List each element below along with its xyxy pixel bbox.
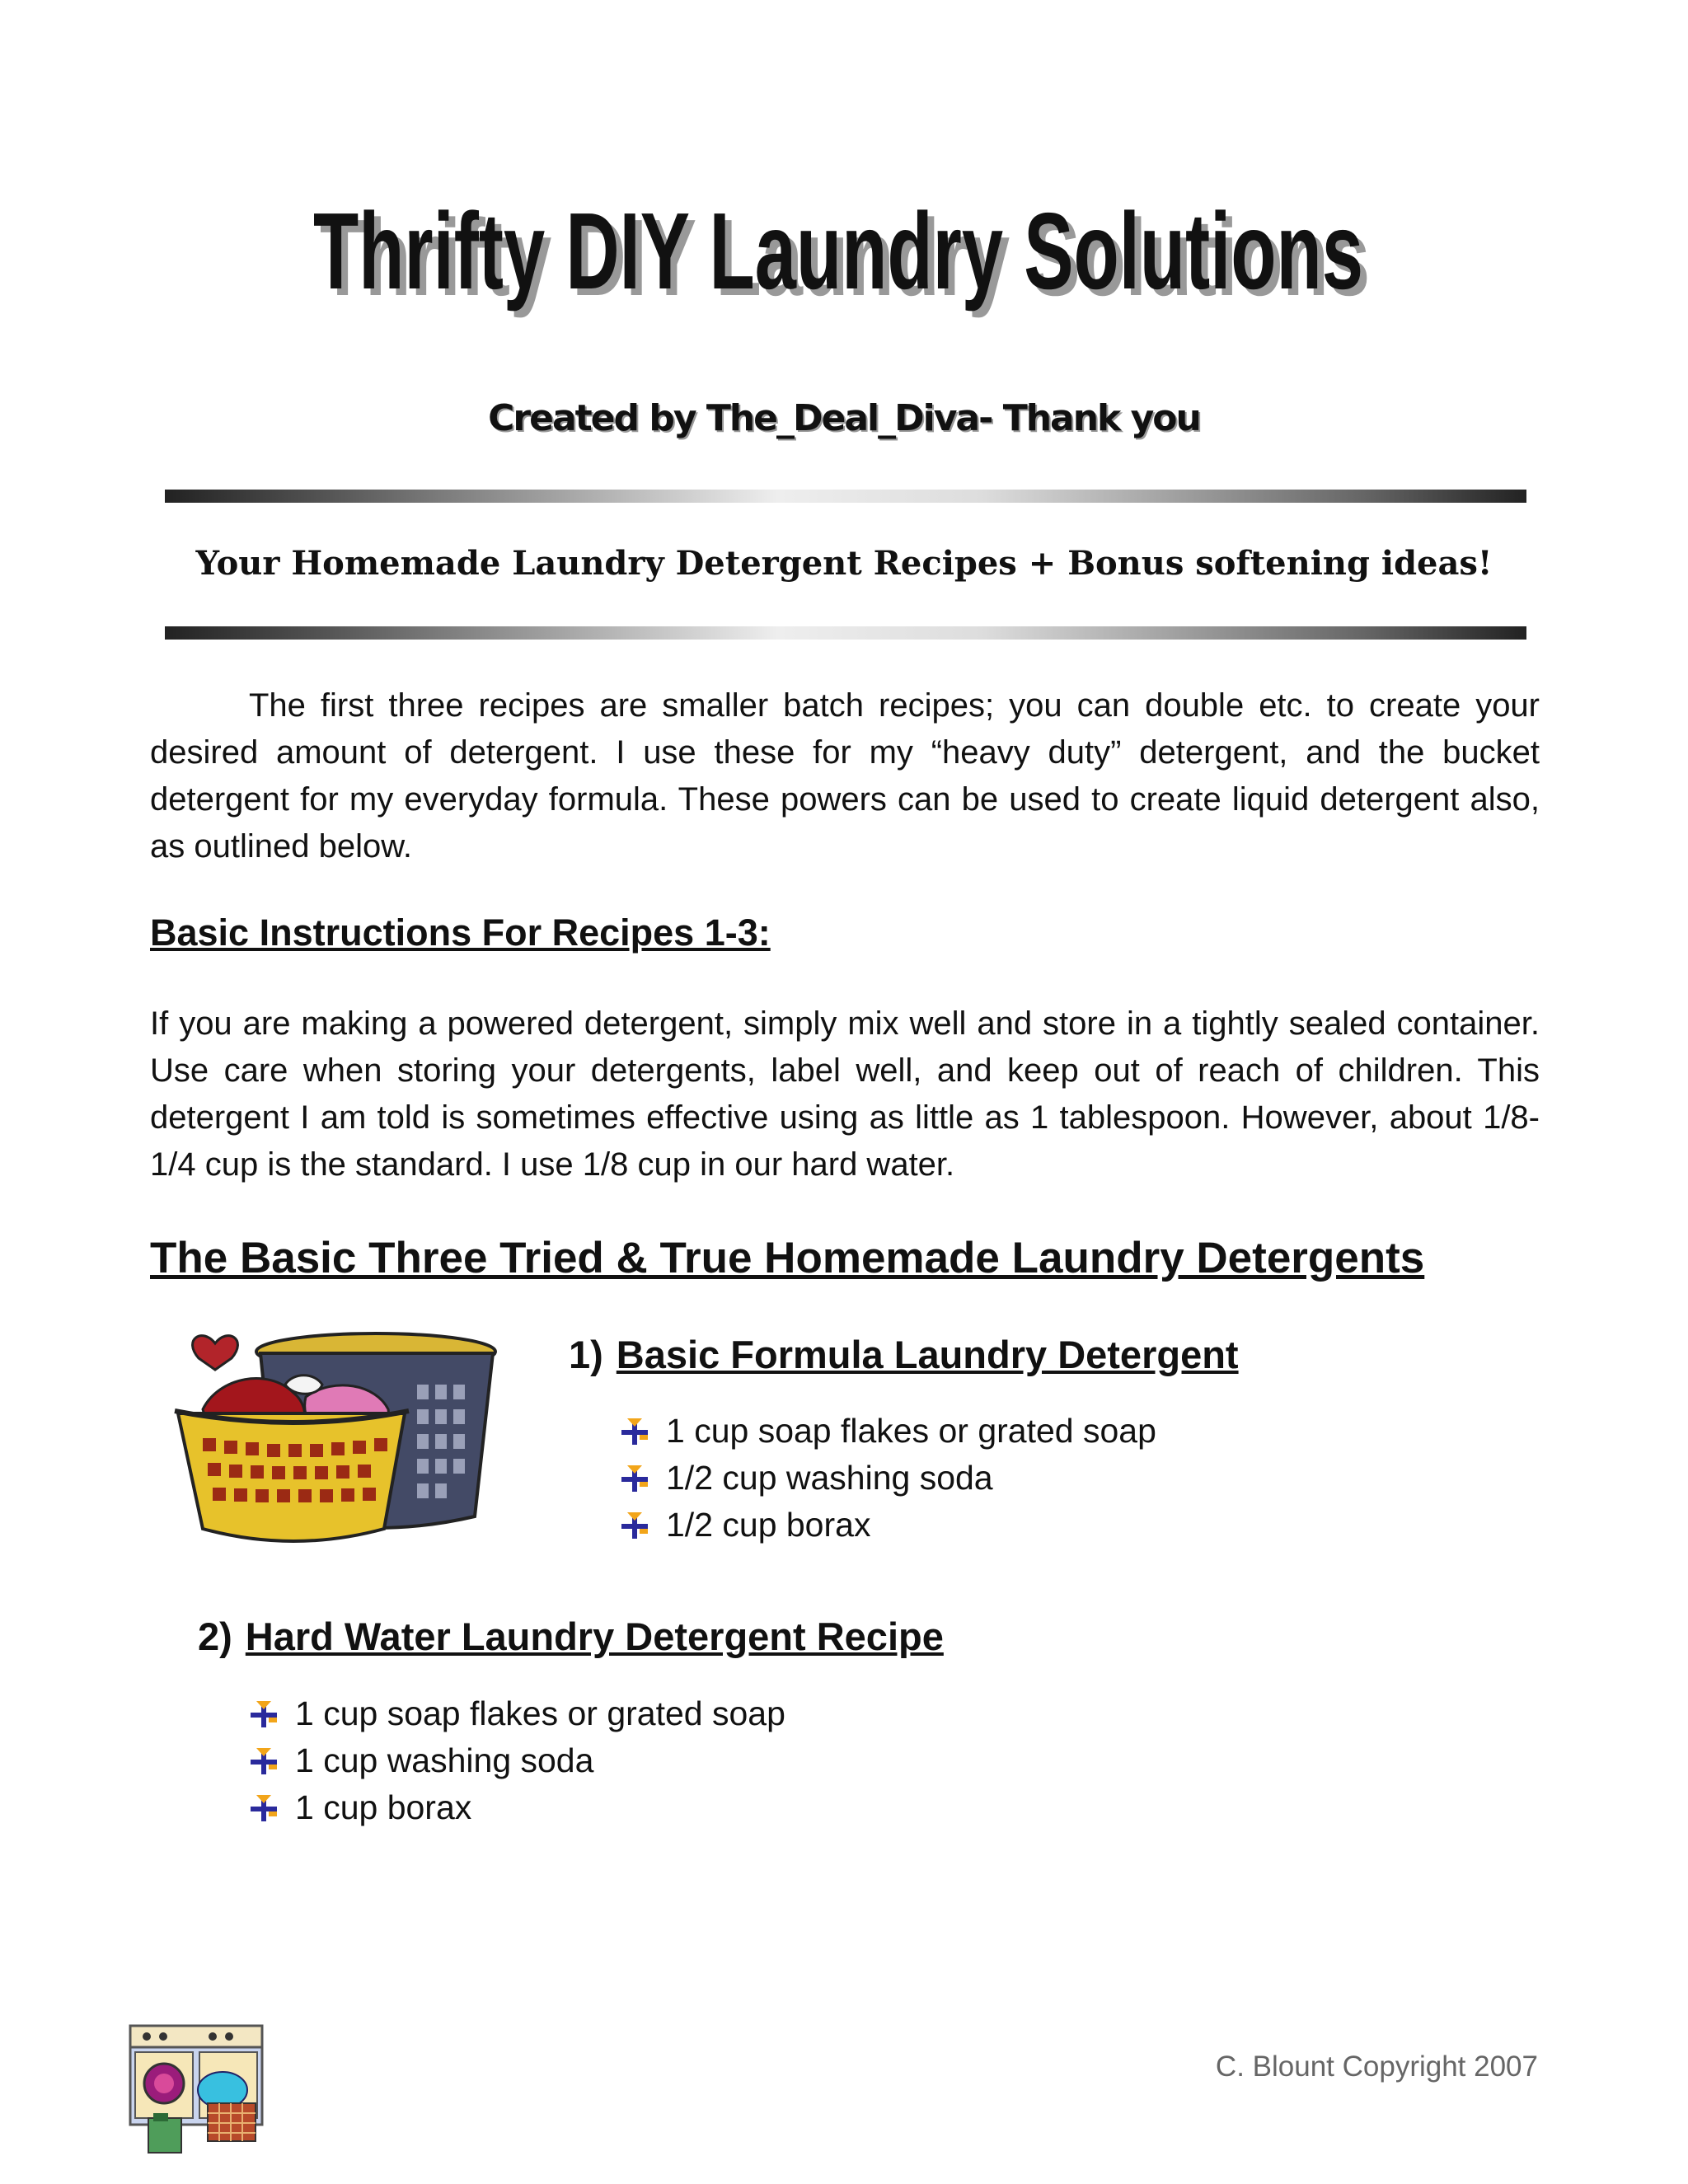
title-shadow: Thrifty DIY Laundry Solutions (320, 197, 1370, 318)
ingredient-text: 1 cup washing soda (295, 1741, 594, 1779)
arrow-bullet-icon (249, 1746, 279, 1776)
recipe-2-title (198, 1614, 944, 1659)
recipe-1-title (569, 1332, 1239, 1377)
page-title: Thrifty DIY Laundry Solutions (313, 190, 1363, 312)
arrow-bullet-icon (620, 1417, 649, 1446)
arrow-bullet-icon (249, 1793, 279, 1823)
title-wordart (313, 190, 1376, 338)
ingredient-text: 1 cup soap flakes or grated soap (295, 1694, 785, 1732)
section-heading: The Basic Three Tried & True Homemade Laundry Detergents (150, 1234, 1425, 1282)
recipe-2-number: 2) (198, 1615, 232, 1658)
recipe-2-name: Hard Water Laundry Detergent Recipe (245, 1615, 944, 1658)
washing-machine-icon (124, 2011, 272, 2159)
recipe-1-name: Basic Formula Laundry Detergent (616, 1333, 1239, 1376)
arrow-bullet-icon (620, 1464, 649, 1493)
copyright-text: C. Blount Copyright 2007 (1215, 2050, 1538, 2083)
arrow-bullet-icon (620, 1511, 649, 1540)
ingredient-text: 1 cup soap flakes or grated soap (666, 1412, 1156, 1450)
list-item (620, 1408, 1156, 1455)
top-divider (165, 490, 1526, 503)
list-item (249, 1690, 785, 1737)
list-item (249, 1737, 785, 1784)
intro-paragraph: The first three recipes are smaller batch recipes; you can double etc. to create your desired amount of detergent. I use these for my “heavy duty” detergent, and the bucket detergent for my everyday formula. These powers can be used to create liquid detergent also, as outlined below. (150, 687, 1540, 865)
author-subtitle: Created by The_Deal_Diva- Thank you (488, 397, 1200, 439)
banner-heading: Your Homemade Laundry Detergent Recipes + Bonus softening ideas! (195, 544, 1493, 583)
recipe-1-number: 1) (569, 1333, 603, 1376)
recipe-1-ingredients (620, 1408, 1156, 1549)
title-svg (313, 190, 1376, 338)
list-item (249, 1784, 785, 1831)
arrow-bullet-icon (249, 1699, 279, 1729)
ingredient-text: 1/2 cup washing soda (666, 1459, 993, 1497)
laundry-basket-icon (170, 1319, 499, 1549)
list-item (620, 1455, 1156, 1502)
ingredient-text: 1 cup borax (295, 1788, 472, 1826)
basic-instructions-heading: Basic Instructions For Recipes 1-3: (150, 912, 771, 954)
ingredient-text: 1/2 cup borax (666, 1506, 871, 1544)
list-item (620, 1502, 1156, 1549)
basic-instructions-paragraph: If you are making a powered detergent, simply mix well and store in a tightly sealed container. Use care when storing your detergents, label well, and keep out of reach of children. This detergent I am told is sometimes effective using as little as 1 tablespoon. However, about 1/8-1/4 cup is the standard. I use 1/8 cup in our hard water. (150, 1005, 1540, 1183)
recipe-2-ingredients (249, 1690, 785, 1831)
bottom-divider (165, 626, 1526, 640)
